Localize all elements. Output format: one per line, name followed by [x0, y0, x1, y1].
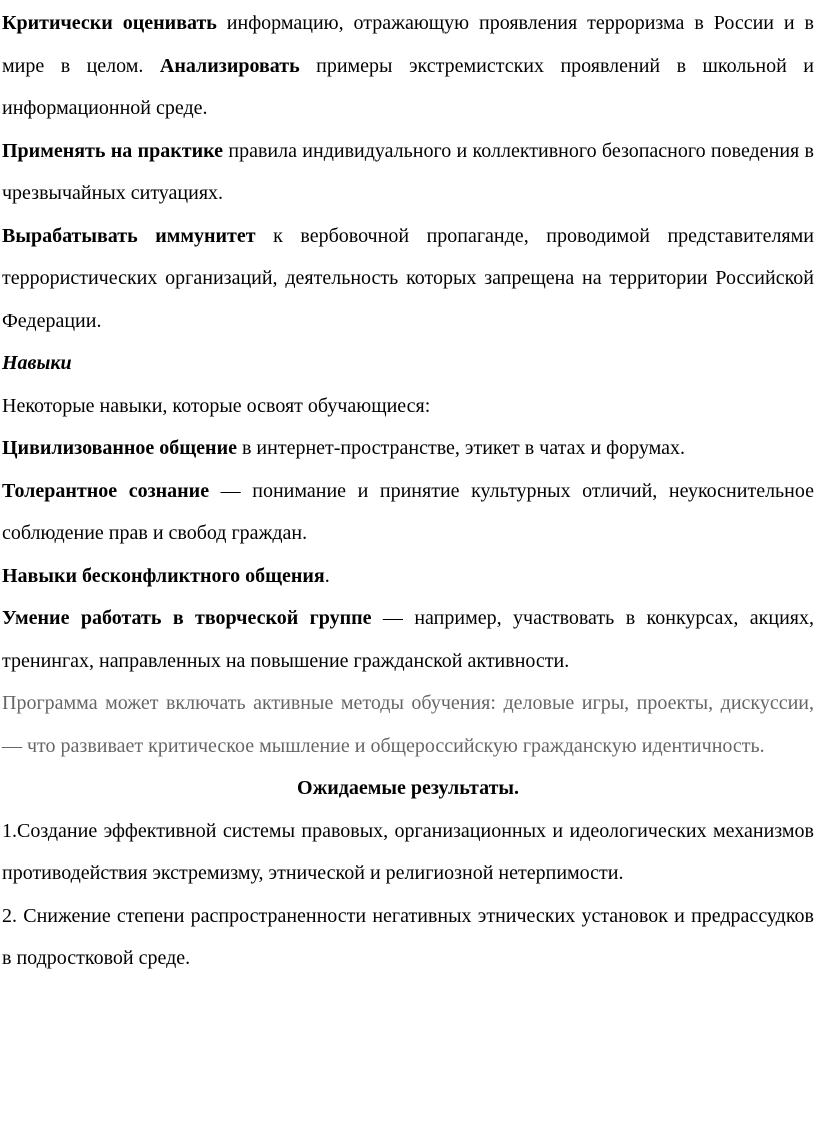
paragraph-critical-analyze — [2, 2, 814, 130]
term-civil: Цивилизованное общение — [2, 437, 237, 459]
term-immunity: Вырабатывать иммунитет — [2, 224, 256, 247]
results-heading: Ожидаемые результаты. — [296, 777, 520, 799]
term-critical: Критически оценивать — [2, 12, 217, 34]
text-civil: в интернет-пространстве, этикет в чатах и форумах. — [236, 437, 686, 459]
paragraph-civil — [2, 427, 814, 470]
text-creative: — например, участвовать в конкурсах, акциях, тренингах, направленных на повышение гражданской активности. — [2, 607, 814, 672]
paragraph-immunity — [2, 215, 814, 343]
text-apply: правила индивидуального и коллективного безопасного поведения в чрезвычайных ситуациях. — [2, 139, 814, 204]
term-conflict-free: Навыки бесконфликтного общения — [2, 564, 325, 587]
skills-intro: Некоторые навыки, которые освоят обучающиеся: — [2, 394, 431, 417]
term-apply: Применять на практике — [2, 139, 224, 162]
paragraph-creative — [2, 597, 814, 682]
text-immunity: к вербовочной пропаганде, проводимой представителями террористических организаций, деятельность которых запрещена на территории Российской Федерации. — [2, 224, 814, 332]
text-analyze: примеры экстремистских проявлений в школьной и информационной среде. — [2, 54, 814, 119]
paragraph-apply — [2, 130, 814, 215]
term-analyze: Анализировать — [159, 54, 300, 77]
paragraph-conflict-free — [2, 555, 814, 598]
paragraph-tolerant — [2, 470, 814, 555]
text-critical: информацию, отражающую проявления терроризма в России и в мире в целом. — [2, 12, 814, 77]
result-item-2: 2. Снижение степени распространенности негативных этнических установок и предрассудков в подростковой среде. — [2, 904, 814, 969]
skills-heading: Навыки — [2, 352, 72, 374]
text-conflict-free: . — [324, 564, 330, 587]
term-creative: Умение работать в творческой группе — [2, 607, 372, 629]
paragraph-program: Программа может включать активные методы обучения: деловые игры, проекты, дискуссии, — что развивает критическое мышление и общероссийскую гражданскую идентичность. — [2, 692, 814, 757]
term-tolerant: Толерантное сознание — [2, 479, 210, 502]
result-item-1: 1.Создание эффективной системы правовых, организационных и идеологических механизмов противодействия экстремизму, этнической и религиозной нетерпимости. — [2, 819, 814, 884]
text-tolerant: — понимание и принятие культурных отличий, неукоснительное соблюдение прав и свобод граждан. — [2, 479, 814, 544]
